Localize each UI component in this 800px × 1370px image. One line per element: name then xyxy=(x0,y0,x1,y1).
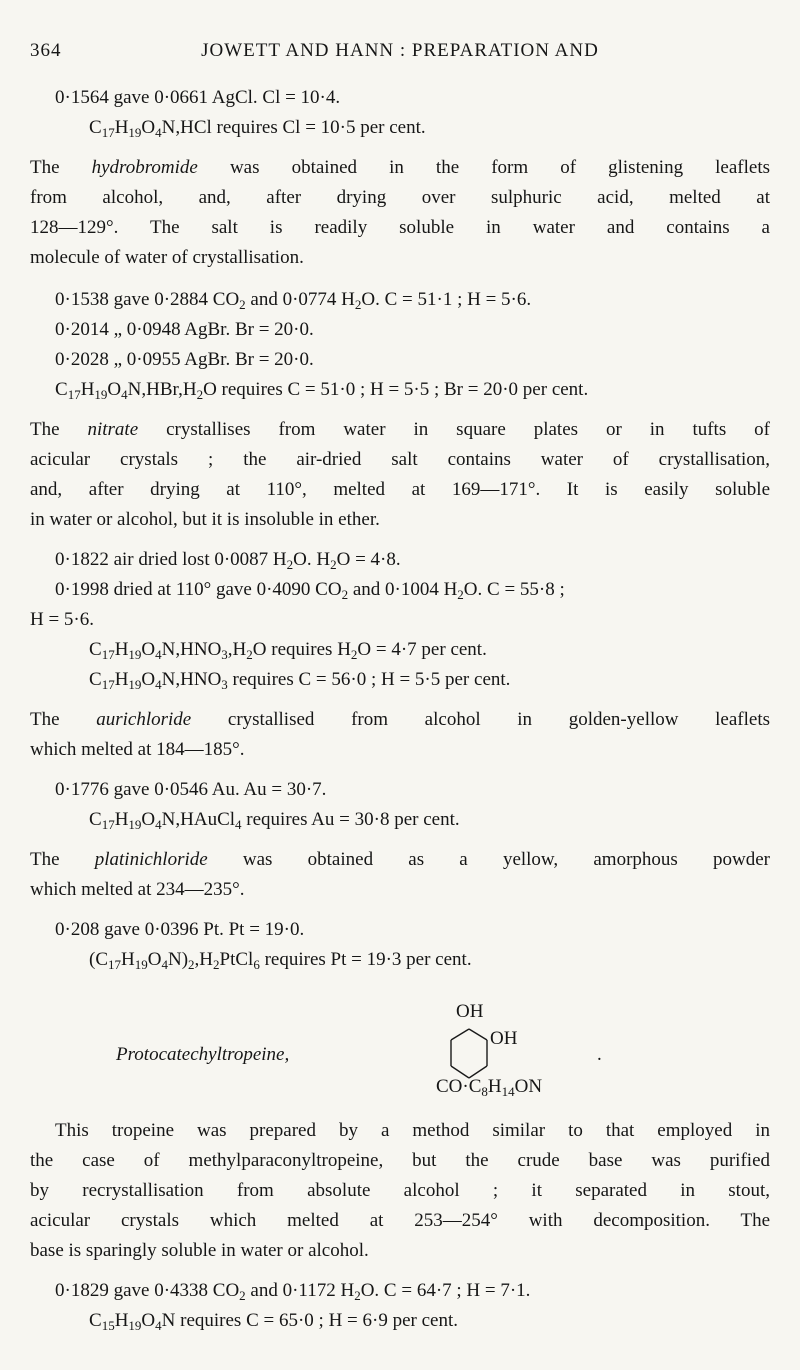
structure-oh-side: OH xyxy=(490,1028,518,1049)
compound-name: nitrate xyxy=(87,419,139,440)
analysis-line: 0·2028 „ 0·0955 AgBr. Br = 20·0. xyxy=(55,349,314,370)
compound-name: aurichloride xyxy=(96,709,192,730)
page-number: 364 xyxy=(30,40,62,61)
formula-line: $(C_{17}H_{19}O_4N)_2,H_2PtCl_6$ requires Pt = 19·3 per cent. xyxy=(89,949,472,972)
analysis-line: H = 5·6. xyxy=(30,609,95,630)
paragraph-line: by recrystallisation from absolute alcohol ; it separated in stout, xyxy=(30,1180,770,1201)
paragraph-line: which melted at 234—235°. xyxy=(30,879,245,900)
paragraph-line: The nitrate crystallises from water in square plates or in tufts of xyxy=(30,419,770,440)
paragraph-line: and, after drying at 110°, melted at 169—171°. It is easily soluble xyxy=(30,479,770,500)
formula-line: $C_{17}H_{19}O_4N,HNO_3,H_2O$ requires $H_2O = 4\cdot 7$ per cent. xyxy=(89,639,487,662)
ring-bond xyxy=(451,1029,469,1040)
formula-line: $C_{17}H_{19}O_4N,HAuCl_4$ requires Au = 30·8 per cent. xyxy=(89,809,460,832)
paragraph-line: The platinichloride was obtained as a yellow, amorphous powder xyxy=(30,849,770,870)
analysis-line: 0·1998 dried at 110° gave 0·4090 $CO_2$ and 0·1004 $H_2O$. C = 55·8 ; xyxy=(55,579,565,602)
paragraph-line: This tropeine was prepared by a method similar to that employed in xyxy=(55,1120,770,1141)
running-head: JOWETT AND HANN : PREPARATION AND xyxy=(201,40,599,61)
structure-substituent: $CO\cdot C_8H_{14}ON$ xyxy=(436,1076,543,1099)
compound-name: hydrobromide xyxy=(91,157,198,178)
structure-dot: . xyxy=(597,1044,602,1065)
analysis-line: 0·1538 gave 0·2884 $CO_2$ and 0·0774 $H_2O$. C = 51·1 ; H = 5·6. xyxy=(55,289,532,312)
formula-line: $C_{17}H_{19}O_4N,HCl$ requires Cl = 10·5 per cent. xyxy=(89,117,426,140)
ring-bond xyxy=(469,1029,487,1040)
analysis-line: 0·1829 gave 0·4338 $CO_2$ and 0·1172 $H_2O$. C = 64·7 ; H = 7·1. xyxy=(55,1280,531,1303)
paragraph-line: acicular crystals which melted at 253—254° with decomposition. The xyxy=(30,1210,770,1231)
formula-line: $C_{17}H_{19}O_4N,HNO_3$ requires C = 56·0 ; H = 5·5 per cent. xyxy=(89,669,511,692)
paragraph-line: molecule of water of crystallisation. xyxy=(30,247,304,268)
structure-compound-label: Protocatechyltropeine, xyxy=(116,1044,290,1065)
analysis-line: 0·1776 gave 0·0546 Au. Au = 30·7. xyxy=(55,779,327,800)
paragraph-line: 128—129°. The salt is readily soluble in water and contains a xyxy=(30,217,770,238)
paragraph-line: acicular crystals ; the air-dried salt contains water of crystallisation, xyxy=(30,449,770,470)
compound-name: platinichloride xyxy=(94,849,208,870)
analysis-line: 0·208 gave 0·0396 Pt. Pt = 19·0. xyxy=(55,919,305,940)
structure-oh-top: OH xyxy=(456,1001,484,1022)
paragraph-line: the case of methylparaconyltropeine, but the crude base was purified xyxy=(30,1150,770,1171)
formula-line: $C_{17}H_{19}O_4N,HBr,H_2O$ requires C = 51·0 ; H = 5·5 ; Br = 20·0 per cent. xyxy=(55,379,589,402)
paragraph-line: in water or alcohol, but it is insoluble in ether. xyxy=(30,509,380,530)
analysis-line: 0·1564 gave 0·0661 AgCl. Cl = 10·4. xyxy=(55,87,341,108)
analysis-line: 0·1822 air dried lost 0·0087 $H_2O$. $H_2O = 4\cdot 8$. xyxy=(55,549,401,572)
paragraph-line: The aurichloride crystallised from alcohol in golden-yellow leaflets xyxy=(30,709,770,730)
paragraph-line: base is sparingly soluble in water or alcohol. xyxy=(30,1240,369,1261)
paragraph-line: from alcohol, and, after drying over sulphuric acid, melted at xyxy=(30,187,770,208)
paragraph-line: The hydrobromide was obtained in the form of glistening leaflets xyxy=(30,157,770,178)
paragraph-line: which melted at 184—185°. xyxy=(30,739,245,760)
formula-line: $C_{15}H_{19}O_4N$ requires C = 65·0 ; H = 6·9 per cent. xyxy=(89,1310,458,1333)
analysis-line: 0·2014 „ 0·0948 AgBr. Br = 20·0. xyxy=(55,319,314,340)
